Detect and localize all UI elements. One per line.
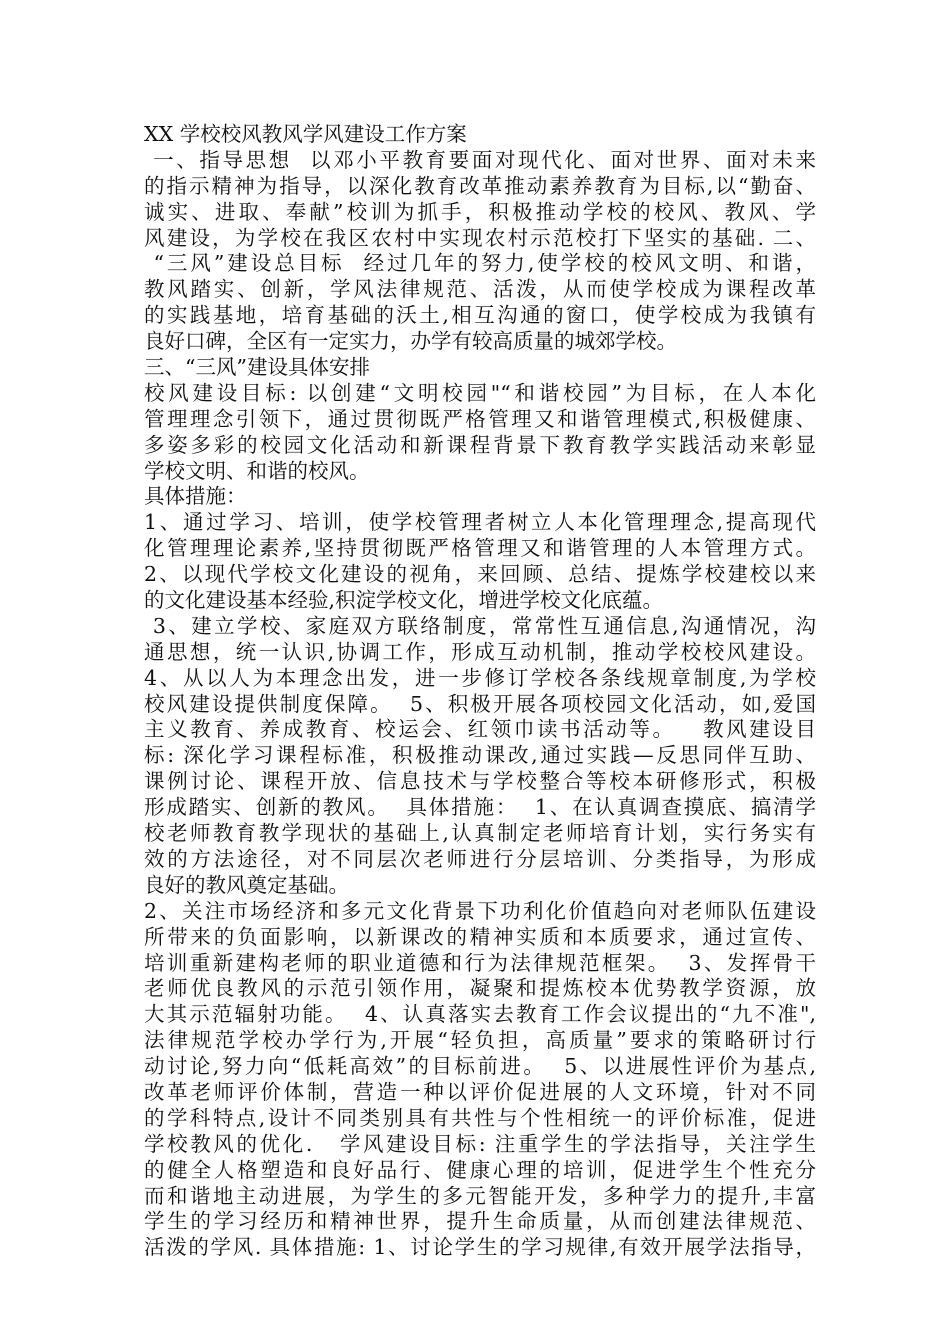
- text-line: 的文化建设基本经验,积淀学校文化，增进学校文化底蕴。: [144, 588, 664, 613]
- text-line: 学校教风的优化. 学风建设目标: 注重学生的学法指导，关注学生: [144, 1131, 816, 1156]
- text-line: 主义教育、养成教育、校运会、红领巾读书活动等。 教风建设目: [144, 717, 816, 742]
- text-line: 校风建设目标: 以创建“文明校园"“和谐校园”为目标，在人本化: [144, 380, 816, 405]
- text-line: 风建设，为学校在我区农村中实现农村示范校打下坚实的基础. 二、: [144, 225, 816, 250]
- text-line: 管理理念引领下，通过贯彻既严格管理又和谐管理模式,积极健康、: [144, 406, 816, 431]
- text-line: 形成踏实、创新的教风。 具体措施： 1、在认真调查摸底、搞清学: [144, 795, 816, 820]
- text-line: 的实践基地，培育基础的沃土,相互沟通的窗口，使学校成为我镇有: [144, 303, 816, 328]
- text-line: 学生的学习经历和精神世界，提升生命质量，从而创建法律规范、: [144, 1209, 816, 1234]
- text-line: 所带来的负面影响，以新课改的精神实质和本质要求，通过宣传、: [144, 924, 816, 949]
- text-line: 大其示范辐射功能。 4、认真落实去教育工作会议提出的“九不准",: [144, 1002, 816, 1027]
- text-line: 化管理理论素养,坚持贯彻既严格管理又和谐管理的人本管理方式。: [144, 536, 816, 561]
- text-line: 而和谐地主动进展，为学生的多元智能开发，多种学力的提升,丰富: [144, 1183, 816, 1208]
- text-line: 老师优良教风的示范引领作用，凝聚和提炼校本优势教学资源，放: [144, 976, 816, 1001]
- text-line: 改革老师评价体制，营造一种以评价促进展的人文环境，针对不同: [144, 1079, 816, 1104]
- text-line: 三、“三风”建设具体安排: [144, 355, 370, 380]
- text-line: 活泼的学风. 具体措施: 1、讨论学生的学习规律,有效开展学法指导，: [144, 1235, 816, 1260]
- text-line: 4、从以人为本理念出发，进一步修订学校各条线规章制度,为学校: [144, 665, 816, 690]
- text-line: 教风踏实、创新，学风法律规范、活泼，从而使学校成为课程改革: [144, 277, 816, 302]
- text-line: 校风建设提供制度保障。 5、积极开展各项校园文化活动，如,爱国: [144, 691, 816, 716]
- text-line: 2、关注市场经济和多元文化背景下功利化价值趋向对老师队伍建设: [144, 898, 816, 923]
- text-line: 课例讨论、课程开放、信息技术与学校整合等校本研修形式，积极: [144, 769, 816, 794]
- text-line: 法律规范学校办学行为,开展“轻负担，高质量”要求的策略研讨行: [144, 1028, 816, 1053]
- text-line: 具体措施：: [144, 484, 247, 509]
- document-title: XX 学校校风教风学风建设工作方案: [144, 122, 467, 146]
- text-line: 2、以现代学校文化建设的视角，来回顾、总结、提炼学校建校以来: [144, 562, 816, 587]
- text-line: 的学科特点,设计不同类别具有共性与个性相统一的评价标准，促进: [144, 1105, 816, 1130]
- text-line: 3、建立学校、家庭双方联络制度，常常性互通信息,沟通情况，沟: [144, 613, 816, 638]
- text-line: 标: 深化学习课程标准，积极推动课改,通过实践—反思同伴互助、: [144, 743, 816, 768]
- text-line: 1、通过学习、培训，使学校管理者树立人本化管理理念,提高现代: [144, 510, 816, 535]
- text-line: 诚实、进取、奉献”校训为抓手，积极推动学校的校风、教风、学: [144, 199, 816, 224]
- text-line: 一、指导思想 以邓小平教育要面对现代化、面对世界、面对未来: [144, 147, 816, 172]
- text-line: 动讨论,努力向“低耗高效”的目标前进。 5、以进展性评价为基点,: [144, 1054, 816, 1079]
- text-line: 培训重新建构老师的职业道德和行为法律规范框架。 3、发挥骨干: [144, 950, 816, 975]
- text-line: 效的方法途径，对不同层次老师进行分层培训、分类指导，为形成: [144, 846, 816, 871]
- text-line: 的指示精神为指导，以深化教育改革推动素养教育为目标,以“勤奋、: [144, 173, 816, 198]
- document-body: [144, 122, 816, 1261]
- text-line: 校老师教育教学现状的基础上,认真制定老师培育计划，实行务实有: [144, 821, 816, 846]
- text-line: “三风”建设总目标 经过几年的努力,使学校的校风文明、和谐，: [144, 251, 816, 276]
- text-line: 通思想，统一认识,协调工作，形成互动机制，推动学校校风建设。: [144, 639, 816, 664]
- text-line: 良好口碑，全区有一定实力，办学有较高质量的城郊学校。: [144, 329, 677, 354]
- text-line: 多姿多彩的校园文化活动和新课程背景下教育教学实践活动来彰显: [144, 432, 816, 457]
- text-line: 的健全人格塑造和良好品行、健康心理的培训，促进学生个性充分: [144, 1157, 816, 1182]
- text-line: 良好的教风奠定基础。: [144, 872, 349, 897]
- text-line: 学校文明、和谐的校风。: [144, 458, 370, 483]
